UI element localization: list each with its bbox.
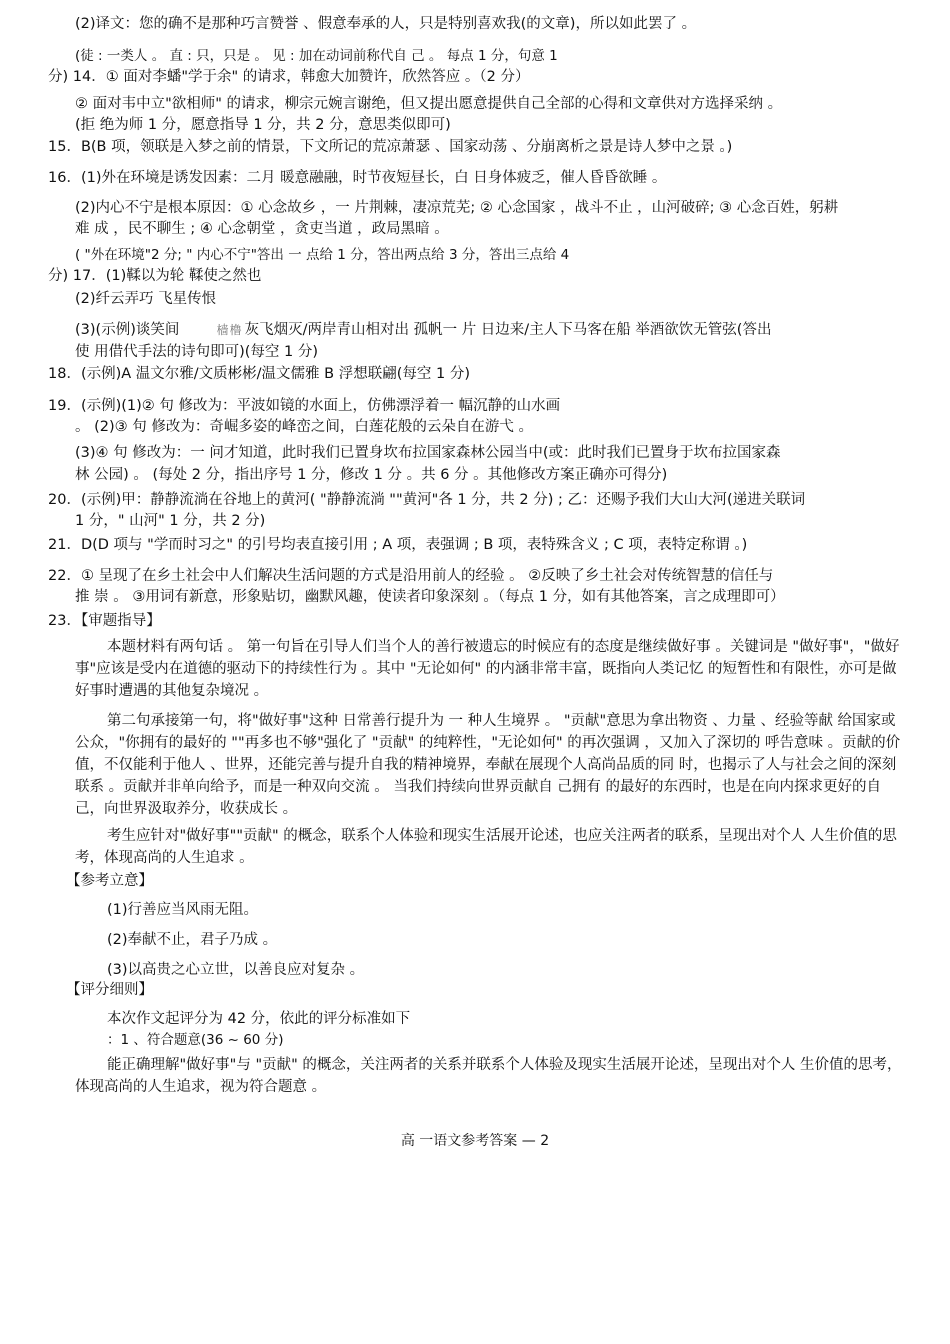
scoring-category-1-description: 能正确理解"做好事"与 "贡献" 的概念，关注两者的关系并联系个人体验及现实生活展开论述，呈现出对个人 生价值的思考，体现高尚的人生追求，视为符合题意 。 (75, 1057, 902, 1095)
answer-22-cont: 推 崇 。 ③用词有新意，形象贴切，幽默风趣，使读者印象深刻 。（每点 1 分，如有其他答案，言之成理即可） (75, 589, 785, 605)
answer-16-2: (2)内心不宁是根本原因：① 心念故乡 ，一 片荆棘，凄凉荒芜; ② 心念国家 ，战斗不止 ，山河破碎; ③ 心念百姓，躬耕 (75, 200, 839, 216)
seal-stamp: 樯橹 (216, 323, 243, 337)
answer-17-3-cont: 使 用借代手法的诗句即可)(每空 1 分) (75, 344, 319, 360)
page-footer: 高 一语文参考答案 — 2 (400, 1133, 550, 1149)
answer-17-3 (75, 320, 771, 340)
reference-idea-1: (1)行善应当风雨无阻。 (107, 902, 259, 918)
answer-19-3: (3)④ 句 修改为：一 问才知道，此时我们已置身坎布拉国家森林公园当中(或：此时我们已置身于坎布拉国家森 (75, 445, 781, 461)
answer-19-3-cont: 林 公园) 。 (每处 2 分，指出序号 1 分，修改 1 分 。共 6 分 。其他修改方案正确亦可得分) (75, 467, 668, 483)
answer-15: 15．B(B 项，领联是入梦之前的情景，下文所记的荒凉萧瑟 、国家动荡 、分崩离析之景是诗人梦中之景 。) (48, 139, 733, 155)
answer-17-1: 分) 17．(1)鞣以为轮 鞣使之然也 (48, 268, 262, 284)
scoring-rules-heading: 【评分细则】 (66, 982, 153, 998)
answer-13-2-translation: (2)译文：您的确不是那种巧言赞誉 、假意奉承的人，只是特别喜欢我(的文章)，所以如此罢了 。 (75, 16, 697, 32)
reference-idea-2: (2)奉献不止，君子乃成 。 (107, 932, 278, 948)
answer-13-notes: (徒 : 一类人 。 直 : 只，只是 。 见 : 加在动词前称代自 己 。 每点 1 分，句意 1 (75, 48, 558, 64)
answer-17-3-text: 灰飞烟灭/两岸青山相对出 孤帆一 片 日边来/主人下马客在船 举酒欲饮无管弦(答出 (244, 322, 772, 338)
answer-21: 21．D(D 项与 "学而时习之" 的引号均表直接引用 ; A 项，表强调 ; B 项，表特殊含义 ; C 项，表特定称谓 。) (48, 537, 748, 553)
answer-23-heading: 23．【审题指导】 (48, 613, 161, 629)
answer-20-cont: 1 分，" 山河" 1 分，共 2 分) (75, 513, 266, 529)
answer-20: 20．(示例)甲：静静流淌在谷地上的黄河( "静静流淌 ""黄河"各 1 分，共 2 分) ; 乙：还赐予我们大山大河(递进关联词 (48, 492, 806, 508)
answer-22: 22．① 呈现了在乡土社会中人们解决生活问题的方式是沿用前人的经验 。 ②反映了乡土社会对传统智慧的信任与 (48, 568, 774, 584)
answer-19-1: 19．(示例)(1)② 句 修改为：平波如镜的水面上，仿佛漂浮着一 幅沉静的山水画 (48, 398, 561, 414)
answer-16-2-cont: 难 成 ，民不聊生 ; ④ 心念朝堂 ，贪吏当道 ，政局黑暗 。 (75, 221, 449, 237)
reference-idea-3: (3)以高贵之心立世，以善良应对复杂 。 (107, 962, 365, 978)
answer-14-1: 分) 14．① 面对李蟠"学于余" 的请求，韩愈大加赞许，欣然答应 。（2 分） (48, 69, 530, 85)
answer-19-2: 。 (2)③ 句 修改为：奇崛多姿的峰峦之间，白莲花般的云朵自在游弋 。 (75, 419, 533, 435)
essay-guidance-paragraph-3: 考生应针对"做好事""贡献" 的概念，联系个人体验和现实生活展开论述，也应关注两者的联系，呈现出对个人 人生价值的思考，体现高尚的人生追求 。 (75, 828, 897, 866)
answer-16-1: 16．(1)外在环境是诱发因素：二月 暖意融融，时节夜短昼长，白 日身体疲乏，催人昏昏欲睡 。 (48, 170, 667, 186)
answer-14-scoring: (拒 绝为师 1 分，愿意指导 1 分，共 2 分，意思类似即可) (75, 117, 451, 133)
answer-18: 18．(示例)A 温文尔雅/文质彬彬/温文儒雅 B 浮想联翩(每空 1 分) (48, 366, 470, 382)
answer-17-2: (2)纤云弄巧 飞星传恨 (75, 291, 217, 307)
answer-16-scoring: ( "外在环境"2 分; " 内心不宁"答出 一 点给 1 分，答出两点给 3 分，答出三点给 4 (75, 247, 570, 263)
essay-guidance-paragraph-2: 第二句承接第一句，将"做好事"这种 日常善行提升为 一 种人生境界 。 "贡献"意思为拿出物资 、力量 、经验等献 给国家或公众，"你拥有的最好的 ""再多也不够"强化了 "贡献" 的纯粹性，"无论如何" 的再次强调 ，又加入了深切的 呼告意味 。贡献的价值，不仅能利于他人 、世界，还能完善与提升自我的精神境界，奉献在展现个人高尚品质的同 时，也揭示了人与社会之间的深刻联系 。贡献并非单向给予，而是一种双向交流 。 当我们持续向世界贡献自 己拥有 的最好的东西时，也是在向内探求更好的自 己，向世界汲取养分，收获成长 。 (75, 713, 901, 817)
essay-guidance-paragraph-1: 本题材料有两句话 。 第一句旨在引导人们当个人的善行被遗忘的时候应有的态度是继续做好事 。关键词是 "做好事"，"做好事"应该是受内在道德的驱动下的持续性行为 。其中 "无论如何" 的内涵非常丰富，既指向人类记忆 的短暂性和有限性，亦可是做好事时遭遇的其他复杂境况 。 (75, 639, 900, 699)
scoring-category-1: ：1 、符合题意(36 ~ 60 分) (107, 1032, 284, 1048)
reference-ideas-heading: 【参考立意】 (66, 873, 153, 889)
scoring-rules-intro: 本次作文起评分为 42 分，依此的评分标准如下 (107, 1011, 411, 1027)
answer-17-3-prefix: (3)(示例)谈笑间 (75, 322, 180, 338)
answer-14-2: ② 面对韦中立"欲相师" 的请求，柳宗元婉言谢绝，但又提出愿意提供自己全部的心得和文章供对方选择采纳 。 (75, 96, 783, 112)
